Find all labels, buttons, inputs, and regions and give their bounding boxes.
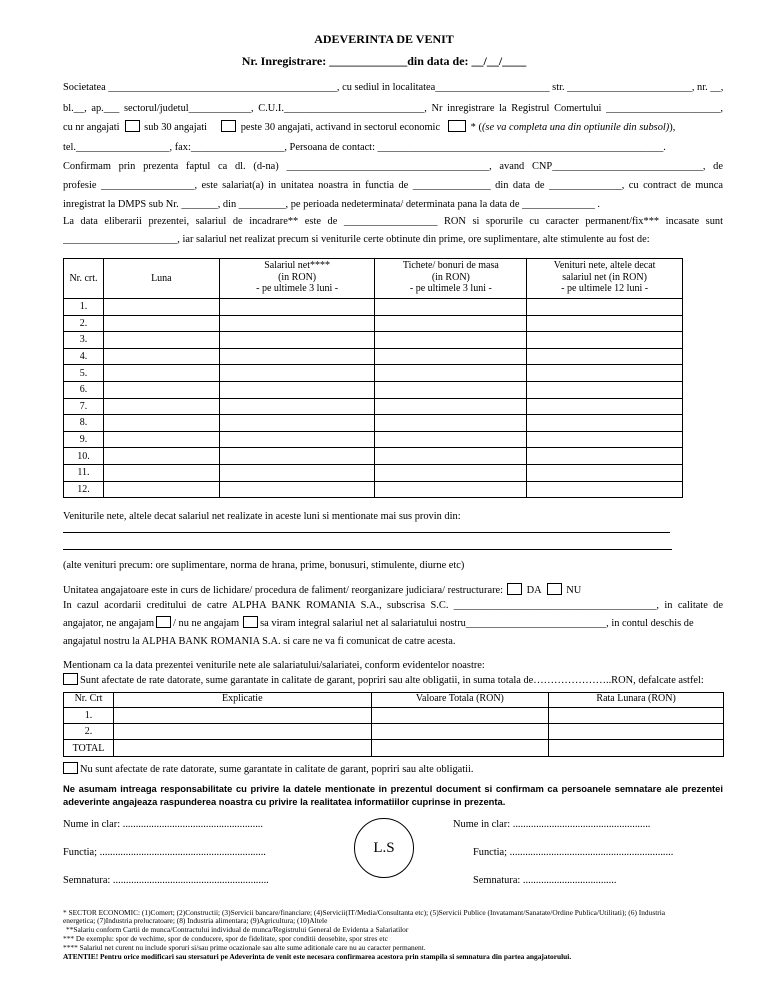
col-monthly-rate: Rata Lunara (RON) xyxy=(549,693,724,708)
total-value-cell[interactable] xyxy=(371,740,549,757)
name-right[interactable]: Nume in clar: ..................................................... xyxy=(453,819,651,830)
net-salary-cell[interactable] xyxy=(219,348,375,365)
obligations-table-row xyxy=(64,724,724,740)
other-income-cell[interactable] xyxy=(527,332,683,349)
row-number: 12. xyxy=(64,481,104,498)
other-income-cell[interactable] xyxy=(527,431,683,448)
col-month: Luna xyxy=(103,259,219,299)
row-number: 1. xyxy=(64,299,104,316)
row-number: 4. xyxy=(64,348,104,365)
liquidation-yes-label: DA xyxy=(526,585,542,596)
month-cell[interactable] xyxy=(103,481,219,498)
net-salary-cell[interactable] xyxy=(219,299,375,316)
other-income-blank-1[interactable] xyxy=(63,532,670,533)
contact-line[interactable]: tel.__________________, fax:__________________, Persoana de contact: _______________________________________________________. xyxy=(63,142,666,153)
footnote-attention: ATENTIE! Pentru orice modificari sau stersaturi pe Adeverinta de venit este necesara confirmarea acestora prin stampila si semnatura din partea angajatorului. xyxy=(63,952,572,961)
income-table-row xyxy=(64,315,683,332)
net-salary-cell[interactable] xyxy=(219,415,375,432)
salary-transfer-text[interactable]: sa viram integral salariul net al salariatului nostru___________________________, in contul deschis de xyxy=(260,618,694,629)
credit-line-3: angajatul nostru la ALPHA BANK ROMANIA S.A. si care ne va fi comunicat de catre acesta. xyxy=(63,636,456,647)
rates-no-checkbox[interactable] xyxy=(63,762,78,774)
net-salary-cell[interactable] xyxy=(219,464,375,481)
meal-tickets-cell[interactable] xyxy=(375,332,527,349)
col-total-value: Valoare Totala (RON) xyxy=(371,693,549,708)
stamp-label: L.S xyxy=(373,839,395,856)
month-cell[interactable] xyxy=(103,365,219,382)
col-meal-tickets: Tichete/ bonuri de masa (in RON) - pe ultimele 3 luni - xyxy=(375,259,527,299)
col-nr: Nr. crt. xyxy=(64,259,104,299)
month-cell[interactable] xyxy=(103,398,219,415)
explanation-cell[interactable] xyxy=(113,708,371,724)
other-income-cell[interactable] xyxy=(527,348,683,365)
obligations-table xyxy=(63,692,724,757)
net-salary-cell[interactable] xyxy=(219,398,375,415)
row-number: 10. xyxy=(64,448,104,465)
over-30-checkbox[interactable] xyxy=(221,120,236,132)
income-table-row xyxy=(64,448,683,465)
monthly-rate-cell[interactable] xyxy=(549,708,724,724)
income-table-row xyxy=(64,299,683,316)
month-cell[interactable] xyxy=(103,348,219,365)
col-nr-crt: Nr. Crt xyxy=(64,693,114,708)
row-number: 6. xyxy=(64,381,104,398)
month-cell[interactable] xyxy=(103,415,219,432)
other-income-source-label: Veniturile nete, altele decat salariul net realizate in aceste luni si mentionate mai sus provin din: xyxy=(63,511,461,522)
net-salary-cell[interactable] xyxy=(219,381,375,398)
row-number: 1. xyxy=(64,708,114,724)
signature-right[interactable]: Semnatura: .................................... xyxy=(473,875,617,886)
sector-asterisk: * xyxy=(470,122,476,133)
income-table-row xyxy=(64,415,683,432)
rates-yes-label[interactable]: Sunt afectate de rate datorate, sume garantate in calitate de garant, popriri sau alte obligatii, in suma totala de…………………..RON, defalcate astfel: xyxy=(80,675,704,686)
col-net-salary: Salariul net**** (in RON) - pe ultimele 3 luni - xyxy=(219,259,375,299)
function-left[interactable]: Functia; ................................................................ xyxy=(63,847,266,858)
other-income-cell[interactable] xyxy=(527,464,683,481)
net-salary-cell[interactable] xyxy=(219,431,375,448)
employee-line-2[interactable]: profesie __________________, este salariat(a) in unitatea noastra in functia de _______________ din data de ______________, cu contract de munca xyxy=(63,180,723,191)
employees-label: cu nr angajati xyxy=(63,122,120,133)
no-commit-label: / nu ne angajam xyxy=(173,618,240,629)
employee-line-1[interactable]: Confirmam prin prezenta faptul ca dl. (d-na) _______________________________________, avand CNP_____________________________, de xyxy=(63,161,723,172)
income-table-row xyxy=(64,481,683,498)
credit-line-1[interactable]: In cazul acordarii creditului de catre ALPHA BANK ROMANIA S.A., subscrisa S.C. _______________________________________, in calitate de xyxy=(63,600,723,611)
net-salary-cell[interactable] xyxy=(219,481,375,498)
total-explanation-cell[interactable] xyxy=(113,740,371,757)
stamp-circle xyxy=(354,818,414,878)
obligations-table-row xyxy=(64,708,724,724)
contract-line[interactable]: inregistrat la DMPS sub Nr. _______, din _________, pe perioada nedeterminata/ determinata pana la data de ______________ . xyxy=(63,199,601,210)
other-income-cell[interactable] xyxy=(527,299,683,316)
meal-tickets-cell[interactable] xyxy=(375,415,527,432)
income-table-row xyxy=(64,365,683,382)
income-table-row xyxy=(64,464,683,481)
meal-tickets-cell[interactable] xyxy=(375,381,527,398)
over-30-label: peste 30 angajati, activand in sectorul economic xyxy=(240,122,441,133)
month-cell[interactable] xyxy=(103,315,219,332)
income-table-row xyxy=(64,398,683,415)
row-number: 7. xyxy=(64,398,104,415)
document-title: ADEVERINTA DE VENIT xyxy=(314,32,454,46)
responsibility-line-1: Ne asumam intreaga responsabilitate cu privire la datele mentionate in prezentul document si confirmam ca persoanele semnatare ale prezentei xyxy=(63,783,723,794)
other-income-cell[interactable] xyxy=(527,398,683,415)
meal-tickets-cell[interactable] xyxy=(375,365,527,382)
other-income-cell[interactable] xyxy=(527,481,683,498)
row-number: 11. xyxy=(64,464,104,481)
row-number: 9. xyxy=(64,431,104,448)
mention-line: Mentionam ca la data prezentei veniturile nete ale salariatului/salariatei, conform evidentelor noastre: xyxy=(63,660,485,671)
month-cell[interactable] xyxy=(103,332,219,349)
month-cell[interactable] xyxy=(103,299,219,316)
other-income-cell[interactable] xyxy=(527,381,683,398)
row-number: 8. xyxy=(64,415,104,432)
rates-yes-line xyxy=(63,673,723,688)
net-salary-cell[interactable] xyxy=(219,365,375,382)
salary-line-2[interactable]: ______________________, iar salariul net realizat precum si veniturile certe obtinute din prime, ore suplimentare, alte stimulente au fost de: xyxy=(63,234,650,245)
comma: , xyxy=(672,122,676,133)
other-income-cell[interactable] xyxy=(527,365,683,382)
other-income-cell[interactable] xyxy=(527,448,683,465)
liquidation-yes-checkbox[interactable] xyxy=(507,583,522,595)
function-right[interactable]: Functia; ............................................................... xyxy=(473,847,674,858)
meal-tickets-cell[interactable] xyxy=(375,481,527,498)
monthly-rate-cell[interactable] xyxy=(549,724,724,740)
sector-hint: (se va completa una din optiunile din subsol) xyxy=(481,122,670,133)
rates-no-line xyxy=(63,762,723,777)
company-line-1[interactable]: Societatea ____________________________________________, cu sediul in localitatea______________________ str. ________________________, nr. __, xyxy=(63,82,723,93)
responsibility-line-2: adeverinte angajeaza raspunderea noastra cu privire la realitatea informatiilor cuprinse in prezenta. xyxy=(63,796,506,807)
meal-tickets-cell[interactable] xyxy=(375,448,527,465)
month-cell[interactable] xyxy=(103,381,219,398)
commit-checkbox[interactable] xyxy=(156,616,171,628)
footnote-sectors-1: * SECTOR ECONOMIC: (1)Comert; (2)Constructii; (3)Servicii bancare/financiare; (4)Servicii(IT/Media/Consultanta etc); (5)Servicii Publice (Invatamant/Sanatate/Ordine Publica/Utilitati); (6) Industria xyxy=(63,908,666,917)
liquidation-no-label: NU xyxy=(566,585,582,596)
month-cell[interactable] xyxy=(103,448,219,465)
sector-code-box[interactable] xyxy=(448,120,466,132)
other-income-examples: (alte venituri precum: ore suplimentare, norma de hrana, prime, bonusuri, stimulente, diurne etc) xyxy=(63,560,465,571)
income-table-row xyxy=(64,332,683,349)
col-explanation: Explicatie xyxy=(113,693,371,708)
explanation-cell[interactable] xyxy=(113,724,371,740)
no-commit-checkbox[interactable] xyxy=(243,616,258,628)
row-number: 5. xyxy=(64,365,104,382)
registration-number-line[interactable]: Nr. Inregistrare: _____________din data de: __/__/____ xyxy=(241,54,527,68)
footnote-net-salary: **** Salariul net curent nu include sporuri si/sau prime ocazionale sau alte sume aditionale care nu au caracter permanent. xyxy=(63,943,426,952)
income-table xyxy=(63,258,683,498)
liquidation-no-checkbox[interactable] xyxy=(547,583,562,595)
row-number: 3. xyxy=(64,332,104,349)
col-other-income: Venituri nete, altele decat salariul net (in RON) - pe ultimele 12 luni - xyxy=(527,259,683,299)
footnote-salary: **Salariu conform Cartii de munca/Contractului individual de munca/Registrului General de Evidenta a Salariatilor xyxy=(66,925,409,934)
row-number: 2. xyxy=(64,315,104,332)
signature-left[interactable]: Semnatura: ............................................................ xyxy=(63,875,269,886)
other-income-cell[interactable] xyxy=(527,315,683,332)
footnote-bonuses: *** De exemplu: spor de vechime, spor de conducere, spor de fidelitate, spor conditii deosebite, spor stres etc xyxy=(63,934,388,943)
under-30-checkbox[interactable] xyxy=(125,120,140,132)
meal-tickets-cell[interactable] xyxy=(375,315,527,332)
liquidation-label: Unitatea angajatoare este in curs de lichidare/ procedura de faliment/ reorganizare judiciara/ restructurare: xyxy=(63,585,504,596)
employees-line: cu nr angajati sub 30 angajati peste 30 angajati, activand in sectorul economic * ((se va completa una din optiunile din subsol)), xyxy=(63,122,676,133)
total-rate-cell[interactable] xyxy=(549,740,724,757)
other-income-cell[interactable] xyxy=(527,415,683,432)
other-income-blank-2[interactable] xyxy=(63,549,672,550)
salary-line-1[interactable]: La data eliberarii prezentei, salariul de incadrare** este de __________________ RON si sporurile cu caracter permanent/fix*** incasate sunt xyxy=(63,216,723,227)
total-value-cell[interactable] xyxy=(371,708,549,724)
month-cell[interactable] xyxy=(103,431,219,448)
meal-tickets-cell[interactable] xyxy=(375,398,527,415)
rates-yes-checkbox[interactable] xyxy=(63,673,78,685)
income-table-row xyxy=(64,431,683,448)
total-label: TOTAL xyxy=(64,740,114,757)
company-line-2[interactable]: bl.__, ap.___ sectorul/judetul____________, C.U.I.___________________________, Nr inregistrare la Registrul Comertului ______________________, xyxy=(63,103,723,114)
rates-no-label: Nu sunt afectate de rate datorate, sume garantate in calitate de garant, popriri sau alte obligatii. xyxy=(80,764,474,775)
income-table-row xyxy=(64,381,683,398)
footnote-sectors-2: energetica; (7)Industria prelucratoare; (8) Industria alimentara; (9)Agricultura; (10)Altele xyxy=(63,916,328,925)
meal-tickets-cell[interactable] xyxy=(375,348,527,365)
name-left[interactable]: Nume in clar: ...................................................... xyxy=(63,819,263,830)
under-30-label: sub 30 angajati xyxy=(144,122,208,133)
row-number: 2. xyxy=(64,724,114,740)
credit-line-2 xyxy=(63,616,723,631)
total-value-cell[interactable] xyxy=(371,724,549,740)
meal-tickets-cell[interactable] xyxy=(375,299,527,316)
liquidation-line xyxy=(63,583,723,598)
meal-tickets-cell[interactable] xyxy=(375,464,527,481)
month-cell[interactable] xyxy=(103,464,219,481)
commit-label: angajator, ne angajam xyxy=(63,618,155,629)
income-table-row xyxy=(64,348,683,365)
net-salary-cell[interactable] xyxy=(219,448,375,465)
meal-tickets-cell[interactable] xyxy=(375,431,527,448)
net-salary-cell[interactable] xyxy=(219,315,375,332)
net-salary-cell[interactable] xyxy=(219,332,375,349)
